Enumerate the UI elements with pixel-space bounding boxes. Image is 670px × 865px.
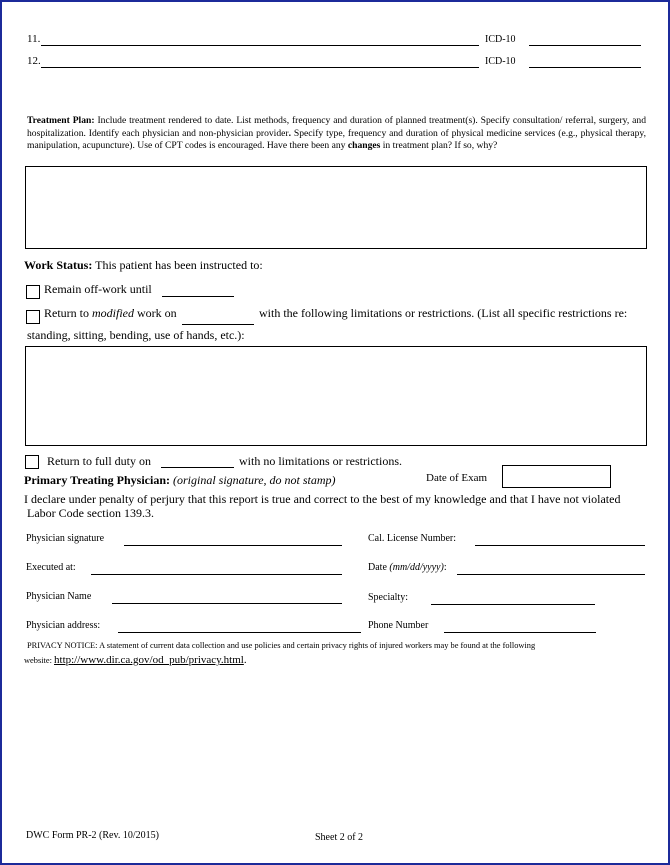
icd-label-11: ICD-10 xyxy=(485,34,516,45)
physician-signature-label: Physician signature xyxy=(26,533,105,544)
physician-address-field[interactable] xyxy=(118,632,361,633)
limitations-instructions: with the following limitations or restrictions. (List all specific restrictions re: xyxy=(259,306,628,320)
return-modified-work-date-field[interactable] xyxy=(182,324,254,325)
treatment-plan-heading: Treatment Plan: xyxy=(27,115,95,126)
work-status-line: Work Status: This patient has been instructed to: xyxy=(24,258,263,272)
work-status-heading: Work Status: xyxy=(24,258,93,272)
date-label: Date (mm/dd/yyyy): xyxy=(368,562,447,573)
cal-license-label: Cal. License Number: xyxy=(368,533,457,544)
treatment-plan-textarea[interactable] xyxy=(25,166,647,249)
diagnosis-11-field[interactable] xyxy=(41,45,479,46)
remain-off-work-label: Remain off-work until xyxy=(44,282,152,296)
return-modified-work-label: Return to modified work on xyxy=(44,306,177,320)
sheet-number: Sheet 2 of 2 xyxy=(315,832,364,843)
declaration-line-1: I declare under penalty of perjury that this report is true and correct to the best of my knowledge and that I have not violated xyxy=(24,492,621,506)
primary-physician-heading: Primary Treating Physician: xyxy=(24,473,170,487)
phone-number-label: Phone Number xyxy=(368,620,429,631)
icd-12-field[interactable] xyxy=(529,67,641,68)
declaration-line-2: Labor Code section 139.3. xyxy=(27,506,154,520)
icd-label-12: ICD-10 xyxy=(485,56,516,67)
full-duty-checkbox[interactable] xyxy=(25,455,39,469)
treatment-plan-instructions: Treatment Plan: Include treatment rendered to date. List methods, frequency and duration of planned treatment(s). Specify consultation/ referral, surgery, and hospitalization. Identify each physician and non-physician provider. Specify type, frequency and duration of physical medicine services (e.g., physical therapy, manipulation, acupuncture). Use of CPT codes is encouraged. Have there been any changes in treatment plan? If so, why? xyxy=(27,115,646,152)
executed-at-label: Executed at: xyxy=(26,562,76,573)
physician-name-field[interactable] xyxy=(112,603,342,604)
form-id: DWC Form PR-2 (Rev. 10/2015) xyxy=(26,830,159,841)
diagnosis-12-field[interactable] xyxy=(41,67,479,68)
specialty-label: Specialty: xyxy=(368,592,408,603)
return-modified-work-checkbox[interactable] xyxy=(26,310,40,324)
icd-11-field[interactable] xyxy=(529,45,641,46)
executed-at-field[interactable] xyxy=(91,574,342,575)
date-of-exam-field[interactable] xyxy=(502,465,611,488)
diagnosis-row-number-11: 11. xyxy=(27,33,41,45)
full-duty-suffix: with no limitations or restrictions. xyxy=(239,454,402,468)
full-duty-label: Return to full duty on xyxy=(47,454,151,468)
remain-off-work-date-field[interactable] xyxy=(162,296,234,297)
remain-off-work-checkbox[interactable] xyxy=(26,285,40,299)
primary-physician-note: (original signature, do not stamp) xyxy=(173,473,336,487)
privacy-link[interactable]: http://www.dir.ca.gov/od_pub/privacy.html xyxy=(54,654,244,666)
physician-name-label: Physician Name xyxy=(26,591,92,602)
cal-license-field[interactable] xyxy=(475,545,645,546)
restrictions-textarea[interactable] xyxy=(25,346,647,446)
diagnosis-row-number-12: 12. xyxy=(27,55,41,67)
specialty-field[interactable] xyxy=(431,604,595,605)
primary-physician-line xyxy=(24,473,336,487)
privacy-notice: PRIVACY NOTICE: A statement of current data collection and use policies and certain privacy rights of injured workers may be found at the following xyxy=(27,641,536,650)
date-field[interactable] xyxy=(457,574,645,575)
limitations-instructions-cont: standing, sitting, bending, use of hands, etc.): xyxy=(27,328,245,342)
physician-signature-field[interactable] xyxy=(124,545,342,546)
privacy-website-line: website: http://www.dir.ca.gov/od_pub/privacy.html. xyxy=(24,654,247,666)
full-duty-date-field[interactable] xyxy=(161,467,234,468)
physician-address-label: Physician address: xyxy=(26,620,101,631)
date-of-exam-label: Date of Exam xyxy=(426,472,488,484)
phone-number-field[interactable] xyxy=(444,632,596,633)
